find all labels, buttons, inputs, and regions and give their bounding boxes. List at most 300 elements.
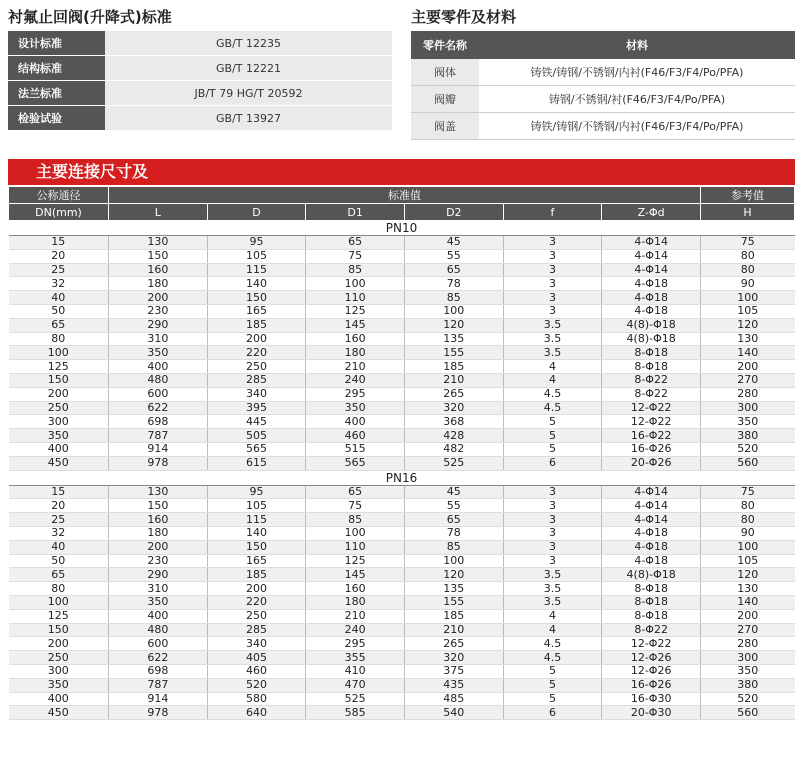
cell-d2: 155 — [404, 595, 503, 609]
cell-l: 310 — [109, 332, 208, 346]
table-row — [9, 263, 795, 277]
cell-l: 914 — [109, 692, 208, 706]
cell-z-phi-d: 8-Φ18 — [602, 609, 701, 623]
cell-dn: 80 — [9, 582, 109, 596]
cell-d2: 120 — [404, 318, 503, 332]
cell-h: 75 — [701, 485, 795, 499]
cell-dn: 20 — [9, 249, 109, 263]
cell-z-phi-d: 12-Φ22 — [602, 637, 701, 651]
cell-f: 5 — [503, 692, 602, 706]
cell-d2: 155 — [404, 346, 503, 360]
cell-d: 165 — [207, 304, 306, 318]
materials-header-part: 零件名称 — [411, 31, 479, 59]
cell-f: 3 — [503, 249, 602, 263]
cell-d1: 410 — [306, 664, 405, 678]
cell-d1: 75 — [306, 249, 405, 263]
table-row — [9, 360, 795, 374]
cell-z-phi-d: 8-Φ18 — [602, 346, 701, 360]
table-row — [9, 304, 795, 318]
table-row — [9, 387, 795, 401]
standard-row — [8, 81, 392, 106]
cell-dn: 400 — [9, 692, 109, 706]
cell-dn: 350 — [9, 678, 109, 692]
cell-h: 270 — [701, 373, 795, 387]
cell-z-phi-d: 12-Φ26 — [602, 664, 701, 678]
table-row — [9, 415, 795, 429]
cell-d: 220 — [207, 595, 306, 609]
cell-h: 350 — [701, 415, 795, 429]
part-name: 阀盖 — [411, 113, 479, 140]
cell-h: 105 — [701, 554, 795, 568]
cell-d: 285 — [207, 623, 306, 637]
table-row — [9, 346, 795, 360]
standard-label: 检验试验 — [8, 106, 105, 131]
cell-d2: 120 — [404, 568, 503, 582]
cell-l: 230 — [109, 304, 208, 318]
cell-l: 150 — [109, 249, 208, 263]
part-material: 铸铁/铸钢/不锈钢/内衬(F46/F3/F4/Po/PFA) — [479, 113, 795, 140]
cell-d1: 240 — [306, 373, 405, 387]
cell-l: 180 — [109, 277, 208, 291]
cell-z-phi-d: 8-Φ22 — [602, 623, 701, 637]
cell-d2: 368 — [404, 415, 503, 429]
cell-d2: 185 — [404, 609, 503, 623]
cell-l: 400 — [109, 609, 208, 623]
cell-d: 185 — [207, 568, 306, 582]
cell-h: 80 — [701, 499, 795, 513]
cell-dn: 50 — [9, 554, 109, 568]
table-row — [9, 513, 795, 527]
cell-dn: 300 — [9, 664, 109, 678]
cell-dn: 250 — [9, 401, 109, 415]
cell-z-phi-d: 12-Φ22 — [602, 401, 701, 415]
dimensions-title-bar: 主要连接尺寸及 — [8, 159, 795, 185]
cell-l: 230 — [109, 554, 208, 568]
cell-d: 460 — [207, 664, 306, 678]
cell-d2: 55 — [404, 249, 503, 263]
cell-d2: 375 — [404, 664, 503, 678]
cell-dn: 32 — [9, 526, 109, 540]
cell-d: 140 — [207, 526, 306, 540]
table-row — [9, 401, 795, 415]
material-row — [411, 113, 795, 140]
cell-dn: 40 — [9, 291, 109, 305]
cell-l: 480 — [109, 623, 208, 637]
cell-f: 5 — [503, 429, 602, 443]
cell-d2: 85 — [404, 540, 503, 554]
cell-d1: 85 — [306, 513, 405, 527]
cell-l: 787 — [109, 429, 208, 443]
cell-f: 3.5 — [503, 568, 602, 582]
cell-z-phi-d: 4-Φ14 — [602, 249, 701, 263]
cell-f: 3 — [503, 263, 602, 277]
cell-l: 290 — [109, 318, 208, 332]
cell-l: 600 — [109, 387, 208, 401]
cell-d2: 265 — [404, 387, 503, 401]
cell-d: 115 — [207, 263, 306, 277]
cell-h: 350 — [701, 664, 795, 678]
cell-d: 150 — [207, 540, 306, 554]
cell-d: 250 — [207, 360, 306, 374]
cell-h: 80 — [701, 513, 795, 527]
table-row — [9, 651, 795, 665]
standard-values-header: 标准值 — [109, 187, 701, 204]
pressure-class-label: PN16 — [9, 470, 795, 485]
table-row — [9, 582, 795, 596]
cell-dn: 200 — [9, 637, 109, 651]
cell-z-phi-d: 8-Φ22 — [602, 373, 701, 387]
cell-d2: 135 — [404, 582, 503, 596]
table-row — [9, 595, 795, 609]
cell-z-phi-d: 16-Φ26 — [602, 442, 701, 456]
cell-h: 280 — [701, 387, 795, 401]
cell-d2: 210 — [404, 373, 503, 387]
cell-d: 405 — [207, 651, 306, 665]
cell-dn: 25 — [9, 263, 109, 277]
cell-dn: 65 — [9, 568, 109, 582]
cell-d1: 515 — [306, 442, 405, 456]
cell-d1: 585 — [306, 706, 405, 720]
cell-d: 580 — [207, 692, 306, 706]
cell-d: 105 — [207, 499, 306, 513]
cell-d: 185 — [207, 318, 306, 332]
cell-d: 95 — [207, 236, 306, 250]
cell-d1: 180 — [306, 595, 405, 609]
table-row — [9, 485, 795, 499]
cell-h: 520 — [701, 692, 795, 706]
cell-d: 220 — [207, 346, 306, 360]
cell-l: 200 — [109, 291, 208, 305]
table-row — [9, 692, 795, 706]
cell-dn: 40 — [9, 540, 109, 554]
cell-d: 95 — [207, 485, 306, 499]
table-row — [9, 373, 795, 387]
cell-d2: 525 — [404, 456, 503, 470]
cell-d2: 320 — [404, 401, 503, 415]
pressure-group-row — [9, 470, 795, 485]
materials-header-material: 材料 — [479, 31, 795, 59]
cell-f: 3.5 — [503, 346, 602, 360]
cell-dn: 250 — [9, 651, 109, 665]
cell-d2: 45 — [404, 236, 503, 250]
cell-z-phi-d: 4(8)-Φ18 — [602, 318, 701, 332]
cell-l: 914 — [109, 442, 208, 456]
table-row — [9, 623, 795, 637]
cell-h: 105 — [701, 304, 795, 318]
cell-l: 150 — [109, 499, 208, 513]
cell-f: 4 — [503, 360, 602, 374]
cell-z-phi-d: 4-Φ18 — [602, 526, 701, 540]
cell-f: 4.5 — [503, 651, 602, 665]
cell-d2: 265 — [404, 637, 503, 651]
cell-d2: 78 — [404, 526, 503, 540]
cell-f: 3 — [503, 499, 602, 513]
col-header-D1: D1 — [306, 204, 405, 221]
part-name: 阀体 — [411, 59, 479, 86]
cell-l: 480 — [109, 373, 208, 387]
standards-table — [8, 31, 392, 131]
cell-z-phi-d: 4(8)-Φ18 — [602, 568, 701, 582]
cell-h: 560 — [701, 456, 795, 470]
table-row — [9, 706, 795, 720]
cell-d2: 45 — [404, 485, 503, 499]
cell-d: 250 — [207, 609, 306, 623]
standard-value: GB/T 13927 — [105, 106, 392, 131]
col-header-D2: D2 — [404, 204, 503, 221]
part-material: 铸铁/铸钢/不锈钢/内衬(F46/F3/F4/Po/PFA) — [479, 59, 795, 86]
cell-z-phi-d: 4-Φ14 — [602, 485, 701, 499]
cell-d1: 125 — [306, 304, 405, 318]
cell-h: 80 — [701, 249, 795, 263]
standard-row — [8, 106, 392, 131]
cell-f: 3 — [503, 513, 602, 527]
table-row — [9, 678, 795, 692]
cell-h: 80 — [701, 263, 795, 277]
cell-f: 3 — [503, 291, 602, 305]
standard-row — [8, 31, 392, 56]
cell-d: 395 — [207, 401, 306, 415]
cell-dn: 150 — [9, 373, 109, 387]
cell-z-phi-d: 4-Φ14 — [602, 236, 701, 250]
cell-l: 698 — [109, 664, 208, 678]
cell-d1: 160 — [306, 582, 405, 596]
cell-f: 3 — [503, 485, 602, 499]
cell-l: 130 — [109, 485, 208, 499]
dn-header-unit: DN(mm) — [9, 204, 109, 221]
cell-d2: 320 — [404, 651, 503, 665]
col-header-L: L — [109, 204, 208, 221]
cell-h: 130 — [701, 332, 795, 346]
standard-value: JB/T 79 HG/T 20592 — [105, 81, 392, 106]
cell-d: 115 — [207, 513, 306, 527]
table-row — [9, 568, 795, 582]
cell-z-phi-d: 4-Φ18 — [602, 304, 701, 318]
cell-d1: 400 — [306, 415, 405, 429]
cell-l: 130 — [109, 236, 208, 250]
cell-d1: 210 — [306, 609, 405, 623]
cell-h: 560 — [701, 706, 795, 720]
cell-d: 520 — [207, 678, 306, 692]
material-row — [411, 86, 795, 113]
cell-f: 4 — [503, 373, 602, 387]
cell-d1: 565 — [306, 456, 405, 470]
materials-table — [411, 31, 795, 140]
table-row — [9, 277, 795, 291]
cell-z-phi-d: 4-Φ14 — [602, 513, 701, 527]
cell-l: 180 — [109, 526, 208, 540]
part-material: 铸钢/不锈钢/衬(F46/F3/F4/Po/PFA) — [479, 86, 795, 113]
cell-l: 978 — [109, 706, 208, 720]
cell-h: 90 — [701, 526, 795, 540]
cell-d1: 295 — [306, 387, 405, 401]
cell-d1: 350 — [306, 401, 405, 415]
cell-z-phi-d: 12-Φ22 — [602, 415, 701, 429]
cell-f: 3 — [503, 236, 602, 250]
cell-d: 285 — [207, 373, 306, 387]
cell-dn: 50 — [9, 304, 109, 318]
table-row — [9, 291, 795, 305]
cell-l: 622 — [109, 651, 208, 665]
table-row — [9, 554, 795, 568]
cell-dn: 32 — [9, 277, 109, 291]
cell-d1: 85 — [306, 263, 405, 277]
cell-d2: 540 — [404, 706, 503, 720]
cell-d2: 485 — [404, 692, 503, 706]
table-row — [9, 442, 795, 456]
cell-h: 75 — [701, 236, 795, 250]
cell-d1: 160 — [306, 332, 405, 346]
cell-f: 3.5 — [503, 332, 602, 346]
cell-l: 787 — [109, 678, 208, 692]
cell-dn: 80 — [9, 332, 109, 346]
pressure-group-row — [9, 221, 795, 236]
cell-d1: 65 — [306, 236, 405, 250]
cell-d1: 145 — [306, 568, 405, 582]
cell-h: 300 — [701, 651, 795, 665]
cell-h: 90 — [701, 277, 795, 291]
cell-dn: 25 — [9, 513, 109, 527]
cell-d1: 100 — [306, 526, 405, 540]
dimensions-table — [8, 186, 795, 720]
cell-f: 5 — [503, 678, 602, 692]
cell-f: 3 — [503, 526, 602, 540]
cell-d2: 65 — [404, 263, 503, 277]
cell-f: 4.5 — [503, 387, 602, 401]
standard-label: 设计标准 — [8, 31, 105, 56]
standard-label: 结构标准 — [8, 56, 105, 81]
cell-z-phi-d: 4-Φ14 — [602, 499, 701, 513]
cell-z-phi-d: 8-Φ22 — [602, 387, 701, 401]
col-header-D: D — [207, 204, 306, 221]
cell-d2: 65 — [404, 513, 503, 527]
cell-d1: 100 — [306, 277, 405, 291]
cell-f: 4 — [503, 623, 602, 637]
cell-d: 200 — [207, 582, 306, 596]
cell-f: 5 — [503, 442, 602, 456]
cell-d2: 55 — [404, 499, 503, 513]
cell-d: 200 — [207, 332, 306, 346]
cell-z-phi-d: 4(8)-Φ18 — [602, 332, 701, 346]
cell-d1: 460 — [306, 429, 405, 443]
cell-f: 3 — [503, 540, 602, 554]
cell-l: 310 — [109, 582, 208, 596]
cell-f: 6 — [503, 706, 602, 720]
cell-z-phi-d: 4-Φ18 — [602, 277, 701, 291]
cell-z-phi-d: 16-Φ22 — [602, 429, 701, 443]
cell-d1: 240 — [306, 623, 405, 637]
cell-f: 6 — [503, 456, 602, 470]
table-row — [9, 499, 795, 513]
cell-f: 5 — [503, 415, 602, 429]
standard-value: GB/T 12235 — [105, 31, 392, 56]
table-row — [9, 332, 795, 346]
cell-d: 150 — [207, 291, 306, 305]
cell-h: 380 — [701, 678, 795, 692]
cell-dn: 400 — [9, 442, 109, 456]
cell-l: 200 — [109, 540, 208, 554]
table-row — [9, 236, 795, 250]
cell-dn: 20 — [9, 499, 109, 513]
cell-dn: 350 — [9, 429, 109, 443]
cell-z-phi-d: 4-Φ14 — [602, 263, 701, 277]
cell-h: 200 — [701, 609, 795, 623]
cell-d: 165 — [207, 554, 306, 568]
col-header-z-phi-d: Z-Φd — [602, 204, 701, 221]
cell-dn: 450 — [9, 706, 109, 720]
cell-f: 3.5 — [503, 595, 602, 609]
materials-title: 主要零件及材料 — [411, 8, 517, 26]
table-row — [9, 429, 795, 443]
cell-d2: 100 — [404, 304, 503, 318]
table-row — [9, 609, 795, 623]
cell-z-phi-d: 16-Φ30 — [602, 692, 701, 706]
cell-dn: 15 — [9, 236, 109, 250]
part-name: 阀瓣 — [411, 86, 479, 113]
cell-f: 3.5 — [503, 582, 602, 596]
cell-h: 120 — [701, 318, 795, 332]
cell-dn: 300 — [9, 415, 109, 429]
cell-d: 105 — [207, 249, 306, 263]
cell-dn: 125 — [9, 609, 109, 623]
cell-h: 300 — [701, 401, 795, 415]
cell-l: 350 — [109, 595, 208, 609]
cell-dn: 450 — [9, 456, 109, 470]
cell-d1: 145 — [306, 318, 405, 332]
cell-f: 3 — [503, 277, 602, 291]
cell-z-phi-d: 8-Φ18 — [602, 595, 701, 609]
cell-d2: 100 — [404, 554, 503, 568]
cell-d1: 470 — [306, 678, 405, 692]
cell-d1: 75 — [306, 499, 405, 513]
col-header-f: f — [503, 204, 602, 221]
cell-d1: 110 — [306, 291, 405, 305]
cell-d: 340 — [207, 387, 306, 401]
cell-h: 270 — [701, 623, 795, 637]
table-row — [9, 526, 795, 540]
cell-dn: 15 — [9, 485, 109, 499]
cell-d2: 78 — [404, 277, 503, 291]
table-row — [9, 456, 795, 470]
cell-d1: 355 — [306, 651, 405, 665]
cell-d1: 295 — [306, 637, 405, 651]
standards-title: 衬氟止回阀(升降式)标准 — [8, 8, 172, 26]
cell-h: 140 — [701, 346, 795, 360]
cell-z-phi-d: 8-Φ18 — [602, 360, 701, 374]
cell-l: 600 — [109, 637, 208, 651]
cell-d: 615 — [207, 456, 306, 470]
cell-d: 140 — [207, 277, 306, 291]
cell-l: 400 — [109, 360, 208, 374]
cell-d1: 65 — [306, 485, 405, 499]
cell-f: 4.5 — [503, 637, 602, 651]
cell-z-phi-d: 20-Φ26 — [602, 456, 701, 470]
standard-value: GB/T 12221 — [105, 56, 392, 81]
cell-d2: 185 — [404, 360, 503, 374]
cell-l: 978 — [109, 456, 208, 470]
reference-values-header: 参考值 — [701, 187, 795, 204]
cell-z-phi-d: 8-Φ18 — [602, 582, 701, 596]
cell-dn: 150 — [9, 623, 109, 637]
cell-l: 350 — [109, 346, 208, 360]
cell-l: 160 — [109, 513, 208, 527]
cell-dn: 100 — [9, 346, 109, 360]
cell-f: 4 — [503, 609, 602, 623]
cell-h: 520 — [701, 442, 795, 456]
cell-d1: 525 — [306, 692, 405, 706]
cell-z-phi-d: 4-Φ18 — [602, 554, 701, 568]
cell-f: 3.5 — [503, 318, 602, 332]
cell-h: 100 — [701, 540, 795, 554]
